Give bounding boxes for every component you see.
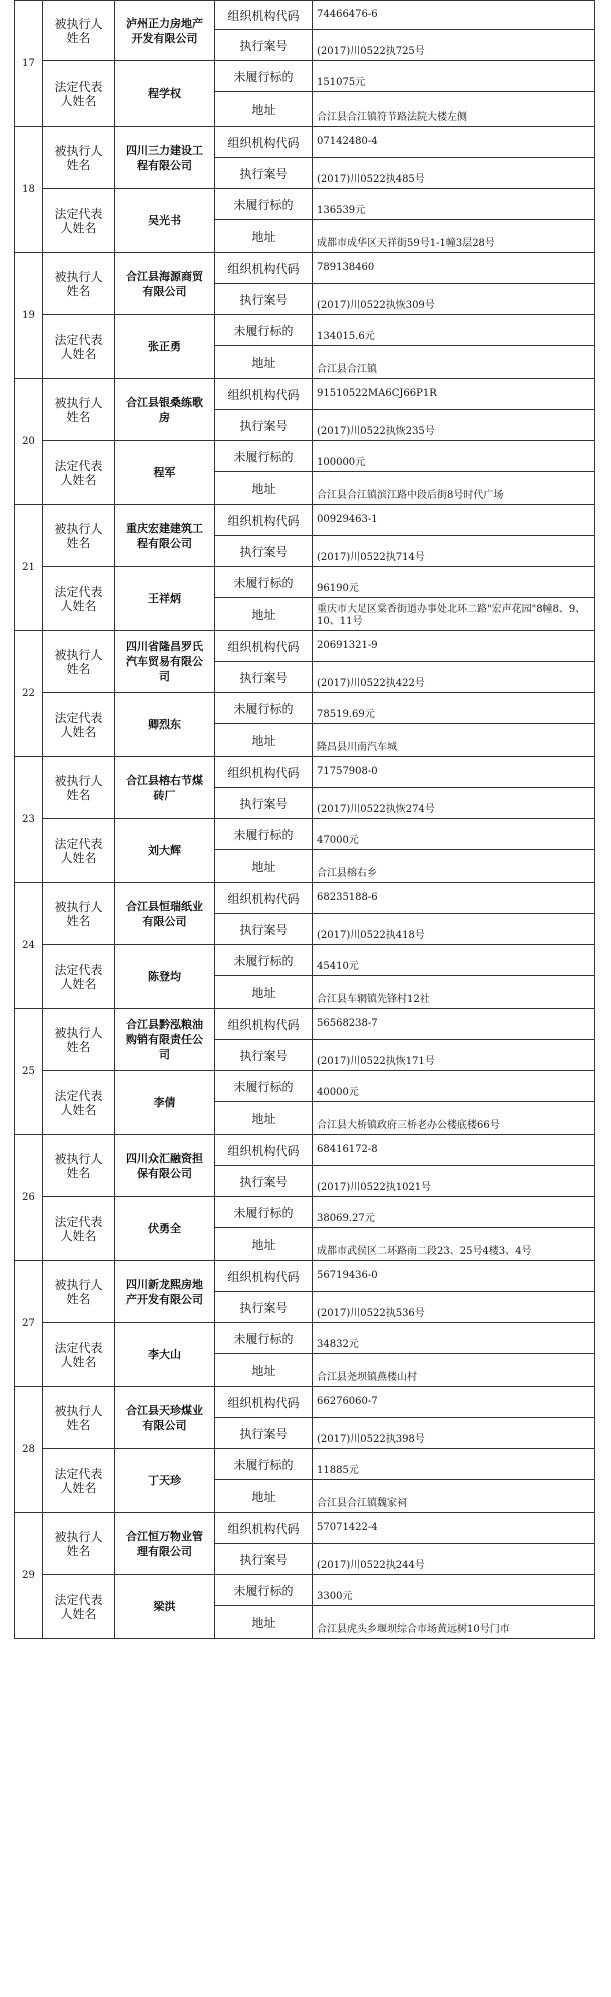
executed-person-label: 被执行人姓名: [43, 631, 115, 693]
table-row: [15, 567, 595, 598]
address-label: 地址: [215, 92, 313, 127]
org-code-label: 组织机构代码: [215, 757, 313, 788]
address-value: 成都市武侯区二环路南二段23、25号4楼3、4号: [313, 1228, 595, 1261]
address-value: 合江县榕右乡: [313, 850, 595, 883]
table-row: [15, 693, 595, 724]
unpaid-amount-label: 未履行标的: [215, 945, 313, 976]
entry-number: 18: [15, 127, 43, 253]
address-label: 地址: [215, 1102, 313, 1135]
org-code-label: 组织机构代码: [215, 883, 313, 914]
unpaid-amount-value: 78519.69元: [313, 693, 595, 724]
org-code-label: 组织机构代码: [215, 1135, 313, 1166]
legal-rep-label: 法定代表人姓名: [43, 819, 115, 883]
executed-person-label: 被执行人姓名: [43, 1, 115, 61]
table-row: [15, 1009, 595, 1040]
case-number-value: (2017)川0522执恢171号: [313, 1040, 595, 1071]
address-value: 合江县合江镇: [313, 346, 595, 379]
company-name: 四川众汇融资担保有限公司: [115, 1135, 215, 1197]
org-code-value: 20691321-9: [313, 631, 595, 662]
case-number-value: (2017)川0522执244号: [313, 1544, 595, 1575]
company-name: 合江县银桑练歌房: [115, 379, 215, 441]
address-value: 合江县合江镇魏家祠: [313, 1480, 595, 1513]
legal-rep-name: 陈登均: [115, 945, 215, 1009]
case-number-label: 执行案号: [215, 1418, 313, 1449]
address-label: 地址: [215, 976, 313, 1009]
unpaid-amount-label: 未履行标的: [215, 1575, 313, 1606]
company-name: 合江恒万物业管理有限公司: [115, 1513, 215, 1575]
table-row: [15, 819, 595, 850]
unpaid-amount-value: 47000元: [313, 819, 595, 850]
legal-rep-name: 张正勇: [115, 315, 215, 379]
legal-rep-name: 程学权: [115, 61, 215, 127]
legal-rep-name: 李大山: [115, 1323, 215, 1387]
unpaid-amount-label: 未履行标的: [215, 1197, 313, 1228]
company-name: 四川省隆昌罗氏汽车贸易有限公司: [115, 631, 215, 693]
legal-rep-label: 法定代表人姓名: [43, 693, 115, 757]
org-code-value: 74466476-6: [313, 1, 595, 30]
company-name: 重庆宏建建筑工程有限公司: [115, 505, 215, 567]
address-label: 地址: [215, 1228, 313, 1261]
entry-number: 25: [15, 1009, 43, 1135]
entry-number: 27: [15, 1261, 43, 1387]
legal-rep-name: 伏勇全: [115, 1197, 215, 1261]
case-number-value: (2017)川0522执恢309号: [313, 284, 595, 315]
unpaid-amount-label: 未履行标的: [215, 189, 313, 220]
unpaid-amount-label: 未履行标的: [215, 1323, 313, 1354]
table-row: [15, 945, 595, 976]
case-number-label: 执行案号: [215, 30, 313, 61]
unpaid-amount-label: 未履行标的: [215, 693, 313, 724]
org-code-label: 组织机构代码: [215, 379, 313, 410]
legal-rep-name: 吴光书: [115, 189, 215, 253]
org-code-value: 56568238-7: [313, 1009, 595, 1040]
table-row: [15, 631, 595, 662]
legal-rep-label: 法定代表人姓名: [43, 1449, 115, 1513]
legal-rep-name: 王祥炳: [115, 567, 215, 631]
entry-number: 23: [15, 757, 43, 883]
executed-person-label: 被执行人姓名: [43, 1387, 115, 1449]
company-name: 泸州正力房地产开发有限公司: [115, 1, 215, 61]
case-number-label: 执行案号: [215, 284, 313, 315]
legal-rep-name: 梁洪: [115, 1575, 215, 1639]
legal-rep-label: 法定代表人姓名: [43, 1323, 115, 1387]
case-number-value: (2017)川0522执725号: [313, 30, 595, 61]
entry-number: 17: [15, 1, 43, 127]
case-number-value: (2017)川0522执422号: [313, 662, 595, 693]
address-value: 合江县合江镇滨江路中段后街8号时代广场: [313, 472, 595, 505]
table-row: [15, 1, 595, 30]
unpaid-amount-value: 3300元: [313, 1575, 595, 1606]
company-name: 合江县黔泓粮油购销有限责任公司: [115, 1009, 215, 1071]
table-row: [15, 1261, 595, 1292]
unpaid-amount-value: 38069.27元: [313, 1197, 595, 1228]
org-code-label: 组织机构代码: [215, 1513, 313, 1544]
legal-rep-name: 刘大辉: [115, 819, 215, 883]
legal-rep-label: 法定代表人姓名: [43, 945, 115, 1009]
unpaid-amount-value: 134015.6元: [313, 315, 595, 346]
executed-person-label: 被执行人姓名: [43, 883, 115, 945]
entry-number: 29: [15, 1513, 43, 1639]
address-label: 地址: [215, 1354, 313, 1387]
org-code-label: 组织机构代码: [215, 1387, 313, 1418]
address-value: 隆昌县川南汽车城: [313, 724, 595, 757]
address-label: 地址: [215, 850, 313, 883]
company-name: 四川新龙熙房地产开发有限公司: [115, 1261, 215, 1323]
case-number-value: (2017)川0522执恢274号: [313, 788, 595, 819]
table-row: [15, 379, 595, 410]
table-row: [15, 315, 595, 346]
table-row: [15, 441, 595, 472]
case-number-label: 执行案号: [215, 1292, 313, 1323]
org-code-label: 组织机构代码: [215, 127, 313, 158]
unpaid-amount-value: 151075元: [313, 61, 595, 92]
address-label: 地址: [215, 1480, 313, 1513]
case-number-label: 执行案号: [215, 788, 313, 819]
case-number-label: 执行案号: [215, 158, 313, 189]
address-value: 合江县合江镇符节路法院大楼左侧: [313, 92, 595, 127]
legal-rep-label: 法定代表人姓名: [43, 315, 115, 379]
executed-person-label: 被执行人姓名: [43, 253, 115, 315]
case-number-value: (2017)川0522执485号: [313, 158, 595, 189]
legal-rep-label: 法定代表人姓名: [43, 1575, 115, 1639]
legal-rep-label: 法定代表人姓名: [43, 189, 115, 253]
entry-number: 24: [15, 883, 43, 1009]
entry-number: 21: [15, 505, 43, 631]
address-label: 地址: [215, 220, 313, 253]
org-code-label: 组织机构代码: [215, 253, 313, 284]
table-row: [15, 1323, 595, 1354]
table-row: [15, 127, 595, 158]
org-code-value: 07142480-4: [313, 127, 595, 158]
table-row: [15, 61, 595, 92]
company-name: 合江县恒瑞纸业有限公司: [115, 883, 215, 945]
legal-rep-label: 法定代表人姓名: [43, 61, 115, 127]
table-row: [15, 757, 595, 788]
unpaid-amount-value: 136539元: [313, 189, 595, 220]
case-number-value: (2017)川0522执恢235号: [313, 410, 595, 441]
case-number-value: (2017)川0522执714号: [313, 536, 595, 567]
case-number-value: (2017)川0522执536号: [313, 1292, 595, 1323]
executed-person-label: 被执行人姓名: [43, 757, 115, 819]
org-code-value: 68416172-8: [313, 1135, 595, 1166]
legal-rep-name: 程军: [115, 441, 215, 505]
company-name: 四川三力建设工程有限公司: [115, 127, 215, 189]
company-name: 合江县海源商贸有限公司: [115, 253, 215, 315]
table-row: [15, 253, 595, 284]
executed-person-label: 被执行人姓名: [43, 379, 115, 441]
address-value: 合江县尧坝镇燕楼山村: [313, 1354, 595, 1387]
enforcement-record-table: [14, 0, 595, 1639]
address-value: 合江县虎头乡堰坝综合市场黄远树10号门市: [313, 1606, 595, 1639]
unpaid-amount-value: 34832元: [313, 1323, 595, 1354]
org-code-label: 组织机构代码: [215, 1, 313, 30]
case-number-label: 执行案号: [215, 914, 313, 945]
unpaid-amount-label: 未履行标的: [215, 819, 313, 850]
executed-person-label: 被执行人姓名: [43, 1135, 115, 1197]
case-number-label: 执行案号: [215, 662, 313, 693]
address-label: 地址: [215, 598, 313, 631]
executed-person-label: 被执行人姓名: [43, 1513, 115, 1575]
executed-person-label: 被执行人姓名: [43, 1009, 115, 1071]
table-row: [15, 1513, 595, 1544]
case-number-value: (2017)川0522执398号: [313, 1418, 595, 1449]
address-value: 重庆市大足区棠香街道办事处北环二路"宏声花园"8幢8、9、10、11号: [313, 598, 595, 631]
table-row: [15, 505, 595, 536]
table-row: [15, 883, 595, 914]
case-number-value: (2017)川0522执418号: [313, 914, 595, 945]
address-label: 地址: [215, 472, 313, 505]
table-body: [15, 1, 595, 1639]
company-name: 合江县榕右节煤砖厂: [115, 757, 215, 819]
org-code-value: 57071422-4: [313, 1513, 595, 1544]
org-code-value: 66276060-7: [313, 1387, 595, 1418]
legal-rep-name: 李倩: [115, 1071, 215, 1135]
address-value: 合江县大桥镇政府三桥老办公楼底楼66号: [313, 1102, 595, 1135]
org-code-label: 组织机构代码: [215, 631, 313, 662]
table-row: [15, 189, 595, 220]
org-code-value: 56719436-0: [313, 1261, 595, 1292]
case-number-label: 执行案号: [215, 536, 313, 567]
entry-number: 22: [15, 631, 43, 757]
legal-rep-name: 丁天珍: [115, 1449, 215, 1513]
table-row: [15, 1575, 595, 1606]
legal-rep-label: 法定代表人姓名: [43, 441, 115, 505]
org-code-label: 组织机构代码: [215, 505, 313, 536]
executed-person-label: 被执行人姓名: [43, 1261, 115, 1323]
case-number-value: (2017)川0522执1021号: [313, 1166, 595, 1197]
case-number-label: 执行案号: [215, 1166, 313, 1197]
table-row: [15, 1071, 595, 1102]
unpaid-amount-label: 未履行标的: [215, 567, 313, 598]
org-code-value: 71757908-0: [313, 757, 595, 788]
table-row: [15, 1387, 595, 1418]
address-value: 合江县车辋镇先锋村12社: [313, 976, 595, 1009]
case-number-label: 执行案号: [215, 410, 313, 441]
unpaid-amount-label: 未履行标的: [215, 1071, 313, 1102]
company-name: 合江县天珍煤业有限公司: [115, 1387, 215, 1449]
org-code-value: 00929463-1: [313, 505, 595, 536]
table-row: [15, 1449, 595, 1480]
unpaid-amount-value: 96190元: [313, 567, 595, 598]
org-code-value: 789138460: [313, 253, 595, 284]
unpaid-amount-label: 未履行标的: [215, 441, 313, 472]
unpaid-amount-value: 100000元: [313, 441, 595, 472]
unpaid-amount-value: 45410元: [313, 945, 595, 976]
org-code-value: 68235188-6: [313, 883, 595, 914]
entry-number: 28: [15, 1387, 43, 1513]
executed-person-label: 被执行人姓名: [43, 127, 115, 189]
org-code-label: 组织机构代码: [215, 1261, 313, 1292]
unpaid-amount-label: 未履行标的: [215, 315, 313, 346]
legal-rep-label: 法定代表人姓名: [43, 1197, 115, 1261]
entry-number: 19: [15, 253, 43, 379]
unpaid-amount-value: 11885元: [313, 1449, 595, 1480]
case-number-label: 执行案号: [215, 1040, 313, 1071]
address-label: 地址: [215, 1606, 313, 1639]
unpaid-amount-value: 40000元: [313, 1071, 595, 1102]
unpaid-amount-label: 未履行标的: [215, 61, 313, 92]
legal-rep-label: 法定代表人姓名: [43, 1071, 115, 1135]
case-number-label: 执行案号: [215, 1544, 313, 1575]
address-label: 地址: [215, 346, 313, 379]
entry-number: 20: [15, 379, 43, 505]
address-label: 地址: [215, 724, 313, 757]
unpaid-amount-label: 未履行标的: [215, 1449, 313, 1480]
address-value: 成都市成华区天祥街59号1-1幢3层28号: [313, 220, 595, 253]
table-row: [15, 1135, 595, 1166]
legal-rep-label: 法定代表人姓名: [43, 567, 115, 631]
legal-rep-name: 卿烈东: [115, 693, 215, 757]
table-row: [15, 1197, 595, 1228]
entry-number: 26: [15, 1135, 43, 1261]
org-code-label: 组织机构代码: [215, 1009, 313, 1040]
org-code-value: 91510522MA6CJ66P1R: [313, 379, 595, 410]
executed-person-label: 被执行人姓名: [43, 505, 115, 567]
